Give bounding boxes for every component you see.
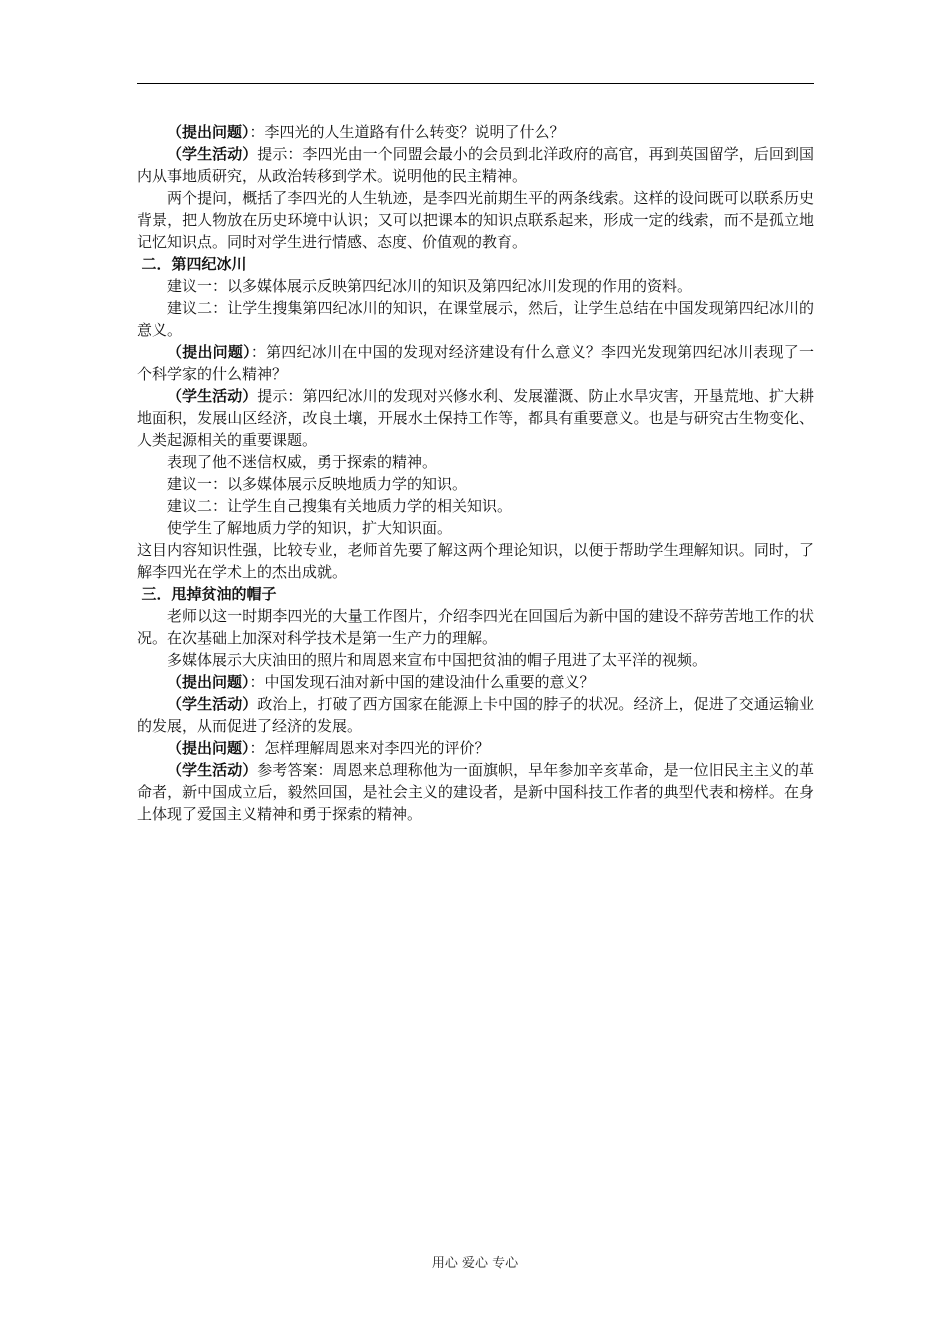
section-heading-oil: 三．甩掉贫油的帽子 bbox=[141, 585, 277, 603]
suggestion-paragraph: 建议一：以多媒体展示反映第四纪冰川的知识及第四纪冰川发现的作用的资料。 bbox=[167, 277, 693, 295]
activity-paragraph bbox=[137, 693, 814, 737]
activity-text: 提示：第四纪冰川的发现对兴修水利、发展灌溉、防止水旱灾害，开垦荒地、扩大耕地面积，发展山区经济，改良土壤，开展水土保持工作等，都具有重要意义。也是与研究古生物变化、人类起源相关的重要课题。 bbox=[137, 387, 814, 449]
body-paragraph: 使学生了解地质力学的知识，扩大知识面。 bbox=[167, 519, 453, 537]
question-text: ：怎样理解周恩来对李四光的评价？ bbox=[249, 739, 490, 757]
question-tag: （提出问题） bbox=[167, 123, 250, 141]
question-paragraph bbox=[137, 341, 814, 385]
activity-paragraph bbox=[137, 759, 814, 825]
body-paragraph: 表现了他不迷信权威，勇于探索的精神。 bbox=[167, 453, 438, 471]
question-paragraph bbox=[137, 737, 814, 759]
suggestion-paragraph: 建议二：让学生自己搜集有关地质力学的相关知识。 bbox=[167, 497, 513, 515]
question-text: ：第四纪冰川在中国的发现对经济建设有什么意义？李四光发现第四纪冰川表现了一个科学家的什么精神？ bbox=[137, 343, 814, 383]
activity-text: 提示：李四光由一个同盟会最小的会员到北洋政府的高官，再到英国留学，后回到国内从事地质研究，从政治转移到学术。说明他的民主精神。 bbox=[137, 145, 814, 185]
question-paragraph bbox=[137, 121, 814, 143]
activity-tag: （学生活动） bbox=[167, 761, 258, 779]
summary-paragraph: 两个提问，概括了李四光的人生轨迹，是李四光前期生平的两条线索。这样的设问既可以联系历史背景，把人物放在历史环境中认识；又可以把课本的知识点联系起来，形成一定的线索，而不是孤立地记忆知识点。同时对学生进行情感、态度、价值观的教育。 bbox=[137, 189, 814, 251]
activity-paragraph bbox=[137, 385, 814, 451]
document-body bbox=[137, 121, 814, 825]
question-tag: （提出问题） bbox=[167, 673, 250, 691]
suggestion-paragraph: 建议一：以多媒体展示反映地质力学的知识。 bbox=[167, 475, 468, 493]
body-paragraph: 老师以这一时期李四光的大量工作图片，介绍李四光在回国后为新中国的建设不辞劳苦地工作的状况。在次基础上加深对科学技术是第一生产力的理解。 bbox=[137, 607, 814, 647]
activity-tag: （学生活动） bbox=[167, 145, 258, 163]
question-tag: （提出问题） bbox=[167, 343, 251, 361]
question-paragraph bbox=[137, 671, 814, 693]
page-footer: 用心 爱心 专心 bbox=[431, 1256, 519, 1271]
activity-tag: （学生活动） bbox=[167, 695, 258, 713]
question-text: ：李四光的人生道路有什么转变？说明了什么？ bbox=[249, 123, 565, 141]
body-paragraph: 这目内容知识性强，比较专业，老师首先要了解这两个理论知识，以便于帮助学生理解知识。同时，了解李四光在学术上的杰出成就。 bbox=[137, 541, 814, 581]
activity-tag: （学生活动） bbox=[167, 387, 258, 405]
question-text: ：中国发现石油对新中国的建设油什么重要的意义？ bbox=[249, 673, 595, 691]
activity-text: 政治上，打破了西方国家在能源上卡中国的脖子的状况。经济上，促进了交通运输业的发展，从而促进了经济的发展。 bbox=[137, 695, 814, 735]
activity-paragraph bbox=[137, 143, 814, 187]
question-tag: （提出问题） bbox=[167, 739, 250, 757]
section-heading-glacier: 二．第四纪冰川 bbox=[141, 255, 247, 273]
activity-text: 参考答案：周恩来总理称他为一面旗帜，早年参加辛亥革命，是一位旧民主主义的革命者，新中国成立后，毅然回国，是社会主义的建设者，是新中国科技工作者的典型代表和榜样。在身上体现了爱国主义精神和勇于探索的精神。 bbox=[137, 761, 814, 823]
header-rule bbox=[137, 83, 814, 84]
body-paragraph: 多媒体展示大庆油田的照片和周恩来宣布中国把贫油的帽子甩进了太平洋的视频。 bbox=[167, 651, 708, 669]
suggestion-paragraph: 建议二：让学生搜集第四纪冰川的知识，在课堂展示，然后，让学生总结在中国发现第四纪冰川的意义。 bbox=[137, 299, 814, 339]
